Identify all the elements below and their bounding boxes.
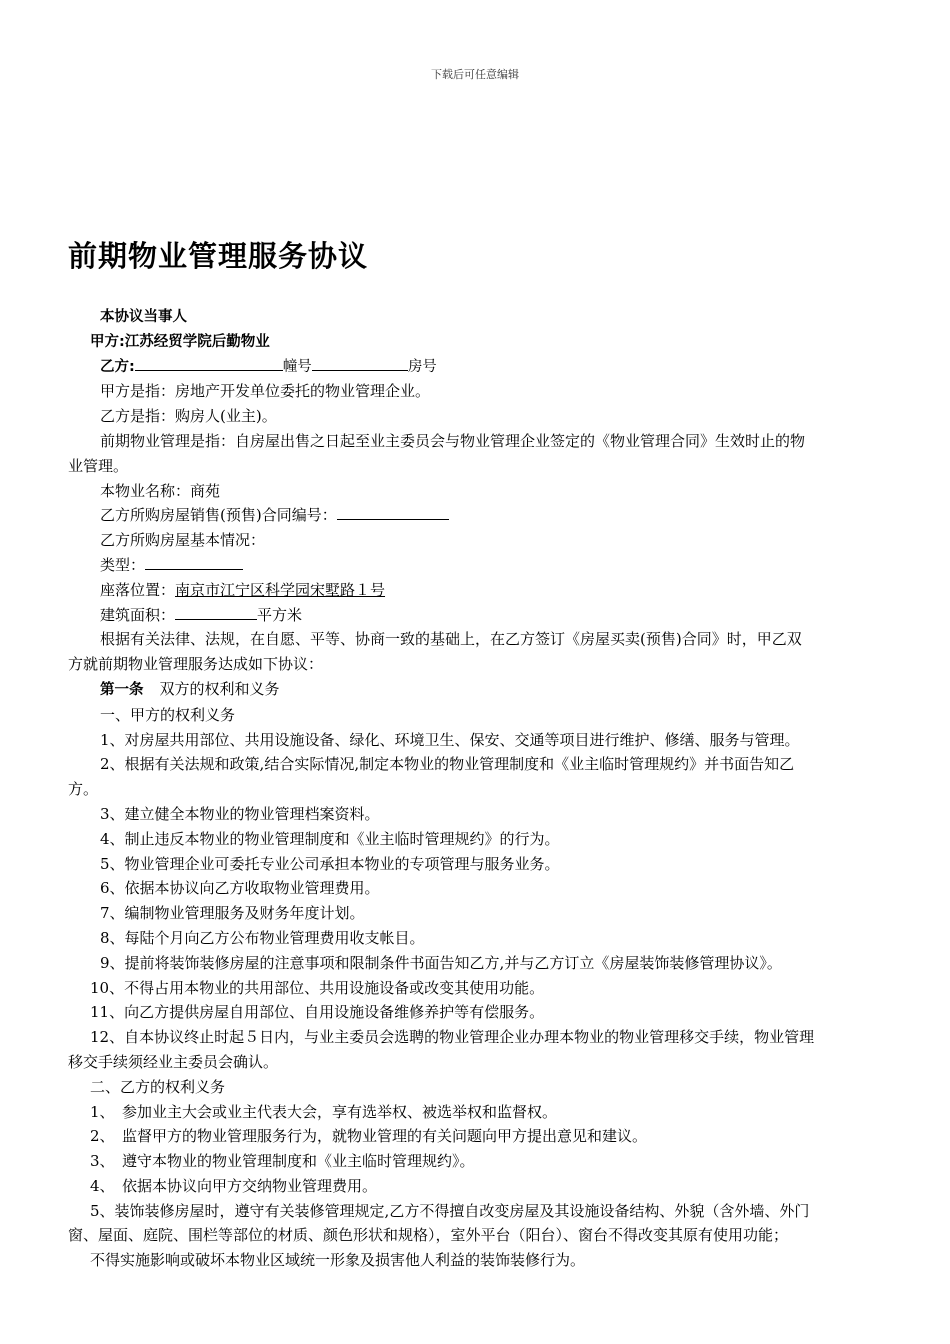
section-a-item: 11、向乙方提供房屋自用部位、自用设施设备维修养护等有偿服务。 [90, 1003, 545, 1022]
section-a-item: 12、自本协议终止时起５日内，与业主委员会选聘的物业管理企业办理本物业的物业管理移交手续，物业管理 [90, 1028, 815, 1047]
area-blank[interactable] [175, 605, 257, 620]
basic-info-line: 乙方所购房屋基本情况： [100, 531, 266, 550]
room-blank[interactable] [312, 356, 408, 371]
area-line [68, 603, 883, 628]
type-label: 类型： [100, 555, 146, 574]
document-body [68, 305, 883, 1273]
contract-number-line [68, 503, 883, 528]
section-a-item: 1、对房屋共用部位、共用设施设备、绿化、环境卫生、保安、交通等项目进行维护、修缮、服务与管理。 [100, 730, 800, 749]
section-b-item: 4、 依据本协议向甲方交纳物业管理费用。 [90, 1176, 378, 1195]
section-b-item: 5、装饰装修房屋时，遵守有关装修管理规定,乙方不得擅自改变房屋及其设施设备结构、外貌（含外墙、外门 [90, 1201, 810, 1220]
location-line [68, 578, 883, 603]
location-value: 南京市江宁区科学园宋墅路１号 [175, 580, 386, 599]
property-name: 本物业名称：商苑 [100, 481, 221, 500]
article1-heading [68, 677, 883, 703]
room-unit: 房号 [407, 358, 437, 375]
section-a-item: 10、不得占用本物业的共用部位、共用设施设备或改变其使用功能。 [90, 978, 545, 997]
contract-number-blank[interactable] [337, 505, 449, 520]
document-title: 前期物业管理服务协议 [68, 239, 369, 273]
section-a-item: 6、依据本协议向乙方收取物业管理费用。 [100, 879, 380, 898]
section-a-item: 9、提前将装饰装修房屋的注意事项和限制条件书面告知乙方,并与乙方订立《房屋装饰装修管理协议》。 [100, 953, 782, 972]
location-label: 座落位置： [100, 580, 176, 599]
section-b-item: 2、 监督甲方的物业管理服务行为，就物业管理的有关问题向甲方提出意见和建议。 [90, 1127, 648, 1146]
party-a-line: 甲方:江苏经贸学院后勤物业 [90, 333, 270, 350]
section-a-item: 5、物业管理企业可委托专业公司承担本物业的专项管理与服务业务。 [100, 854, 560, 873]
section-b-item-cont: 窗、屋面、庭院、围栏等部位的材质、颜色形状和规格），室外平台（阳台）、窗台不得改变其原有使用功能； [68, 1226, 789, 1245]
section-b-heading: 二、乙方的权利义务 [90, 1077, 226, 1096]
type-line [68, 553, 883, 578]
parties-heading: 本协议当事人 [100, 309, 187, 325]
building-unit: 幢号 [282, 358, 312, 375]
section-a-item: 3、建立健全本物业的物业管理档案资料。 [100, 804, 380, 823]
area-unit: 平方米 [257, 605, 303, 624]
preamble-line2: 方就前期物业管理服务达成如下协议： [68, 655, 324, 674]
section-a-item: 2、根据有关法规和政策,结合实际情况,制定本物业的物业管理制度和《业主临时管理规约》并书面告知乙 [100, 755, 795, 774]
contract-number-label: 乙方所购房屋销售(预售)合同编号： [100, 506, 337, 525]
party-b-definition: 乙方是指：购房人(业主)。 [100, 407, 277, 426]
party-b-label: 乙方: [100, 358, 135, 375]
party-a-definition: 甲方是指：房地产开发单位委托的物业管理企业。 [100, 382, 431, 401]
prelim-definition-line2: 业管理。 [68, 456, 129, 475]
section-a-heading: 一、甲方的权利义务 [100, 705, 236, 724]
building-blank[interactable] [135, 356, 283, 371]
section-a-item-cont: 移交手续须经业主委员会确认。 [68, 1052, 279, 1071]
header-note: 下载后可任意编辑 [431, 68, 519, 81]
section-a-item: 7、编制物业管理服务及财务年度计划。 [100, 904, 365, 923]
area-label: 建筑面积： [100, 605, 176, 624]
article1-label: 第一条 [100, 681, 144, 698]
section-a-item: 4、制止违反本物业的物业管理制度和《业主临时管理规约》的行为。 [100, 829, 560, 848]
section-b-item: 3、 遵守本物业的物业管理制度和《业主临时管理规约》。 [90, 1152, 475, 1171]
prelim-definition-line1: 前期物业管理是指：自房屋出售之日起至业主委员会与物业管理企业签定的《物业管理合同》生效时止的物 [100, 431, 806, 450]
party-b-line [68, 355, 883, 380]
section-b-item: 1、 参加业主大会或业主代表大会，享有选举权、被选举权和监督权。 [90, 1102, 558, 1121]
type-blank[interactable] [145, 555, 243, 570]
section-a-item-cont: 方。 [68, 780, 99, 799]
article1-title: 双方的权利和义务 [159, 679, 280, 698]
section-b-item-cont: 不得实施影响或破坏本物业区域统一形象及损害他人利益的装饰装修行为。 [90, 1251, 586, 1270]
section-a-item: 8、每陆个月向乙方公布物业管理费用收支帐目。 [100, 928, 425, 947]
preamble-line1: 根据有关法律、法规，在自愿、平等、协商一致的基础上，在乙方签订《房屋买卖(预售)合同》时，甲乙双 [100, 630, 802, 649]
